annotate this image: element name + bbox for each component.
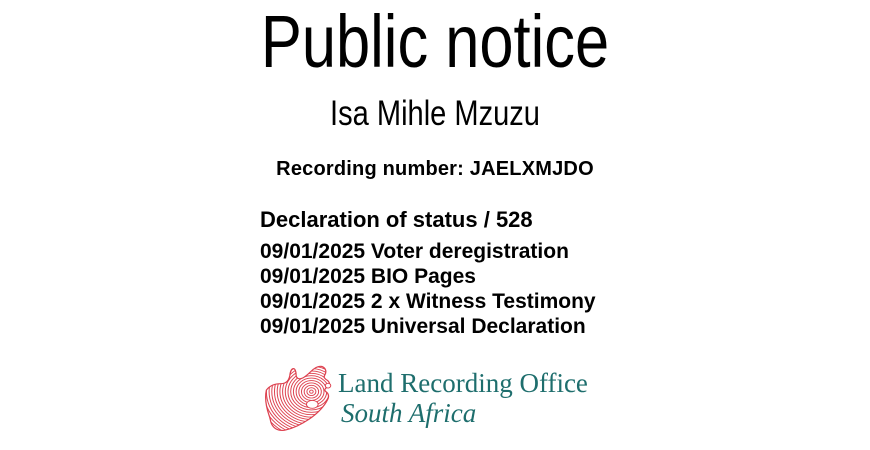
page-title: Public notice <box>260 0 610 83</box>
logo-org-name: Land Recording Office <box>338 368 588 398</box>
entry-row: 09/01/2025 BIO Pages <box>260 265 476 288</box>
south-africa-fingerprint-map-icon <box>261 363 333 433</box>
entry-row: 09/01/2025 Voter deregistration <box>260 240 569 263</box>
entry-row: 09/01/2025 2 x Witness Testimony <box>260 290 596 313</box>
entry-list <box>260 239 596 339</box>
entry-row: 09/01/2025 Universal Declaration <box>260 315 586 338</box>
subject-name: Isa Mihle Mzuzu <box>330 94 540 133</box>
logo-country: South Africa <box>341 398 477 428</box>
section-heading: Declaration of status / 528 <box>260 207 533 232</box>
recording-number: Recording number: JAELXMJDO <box>276 158 594 180</box>
